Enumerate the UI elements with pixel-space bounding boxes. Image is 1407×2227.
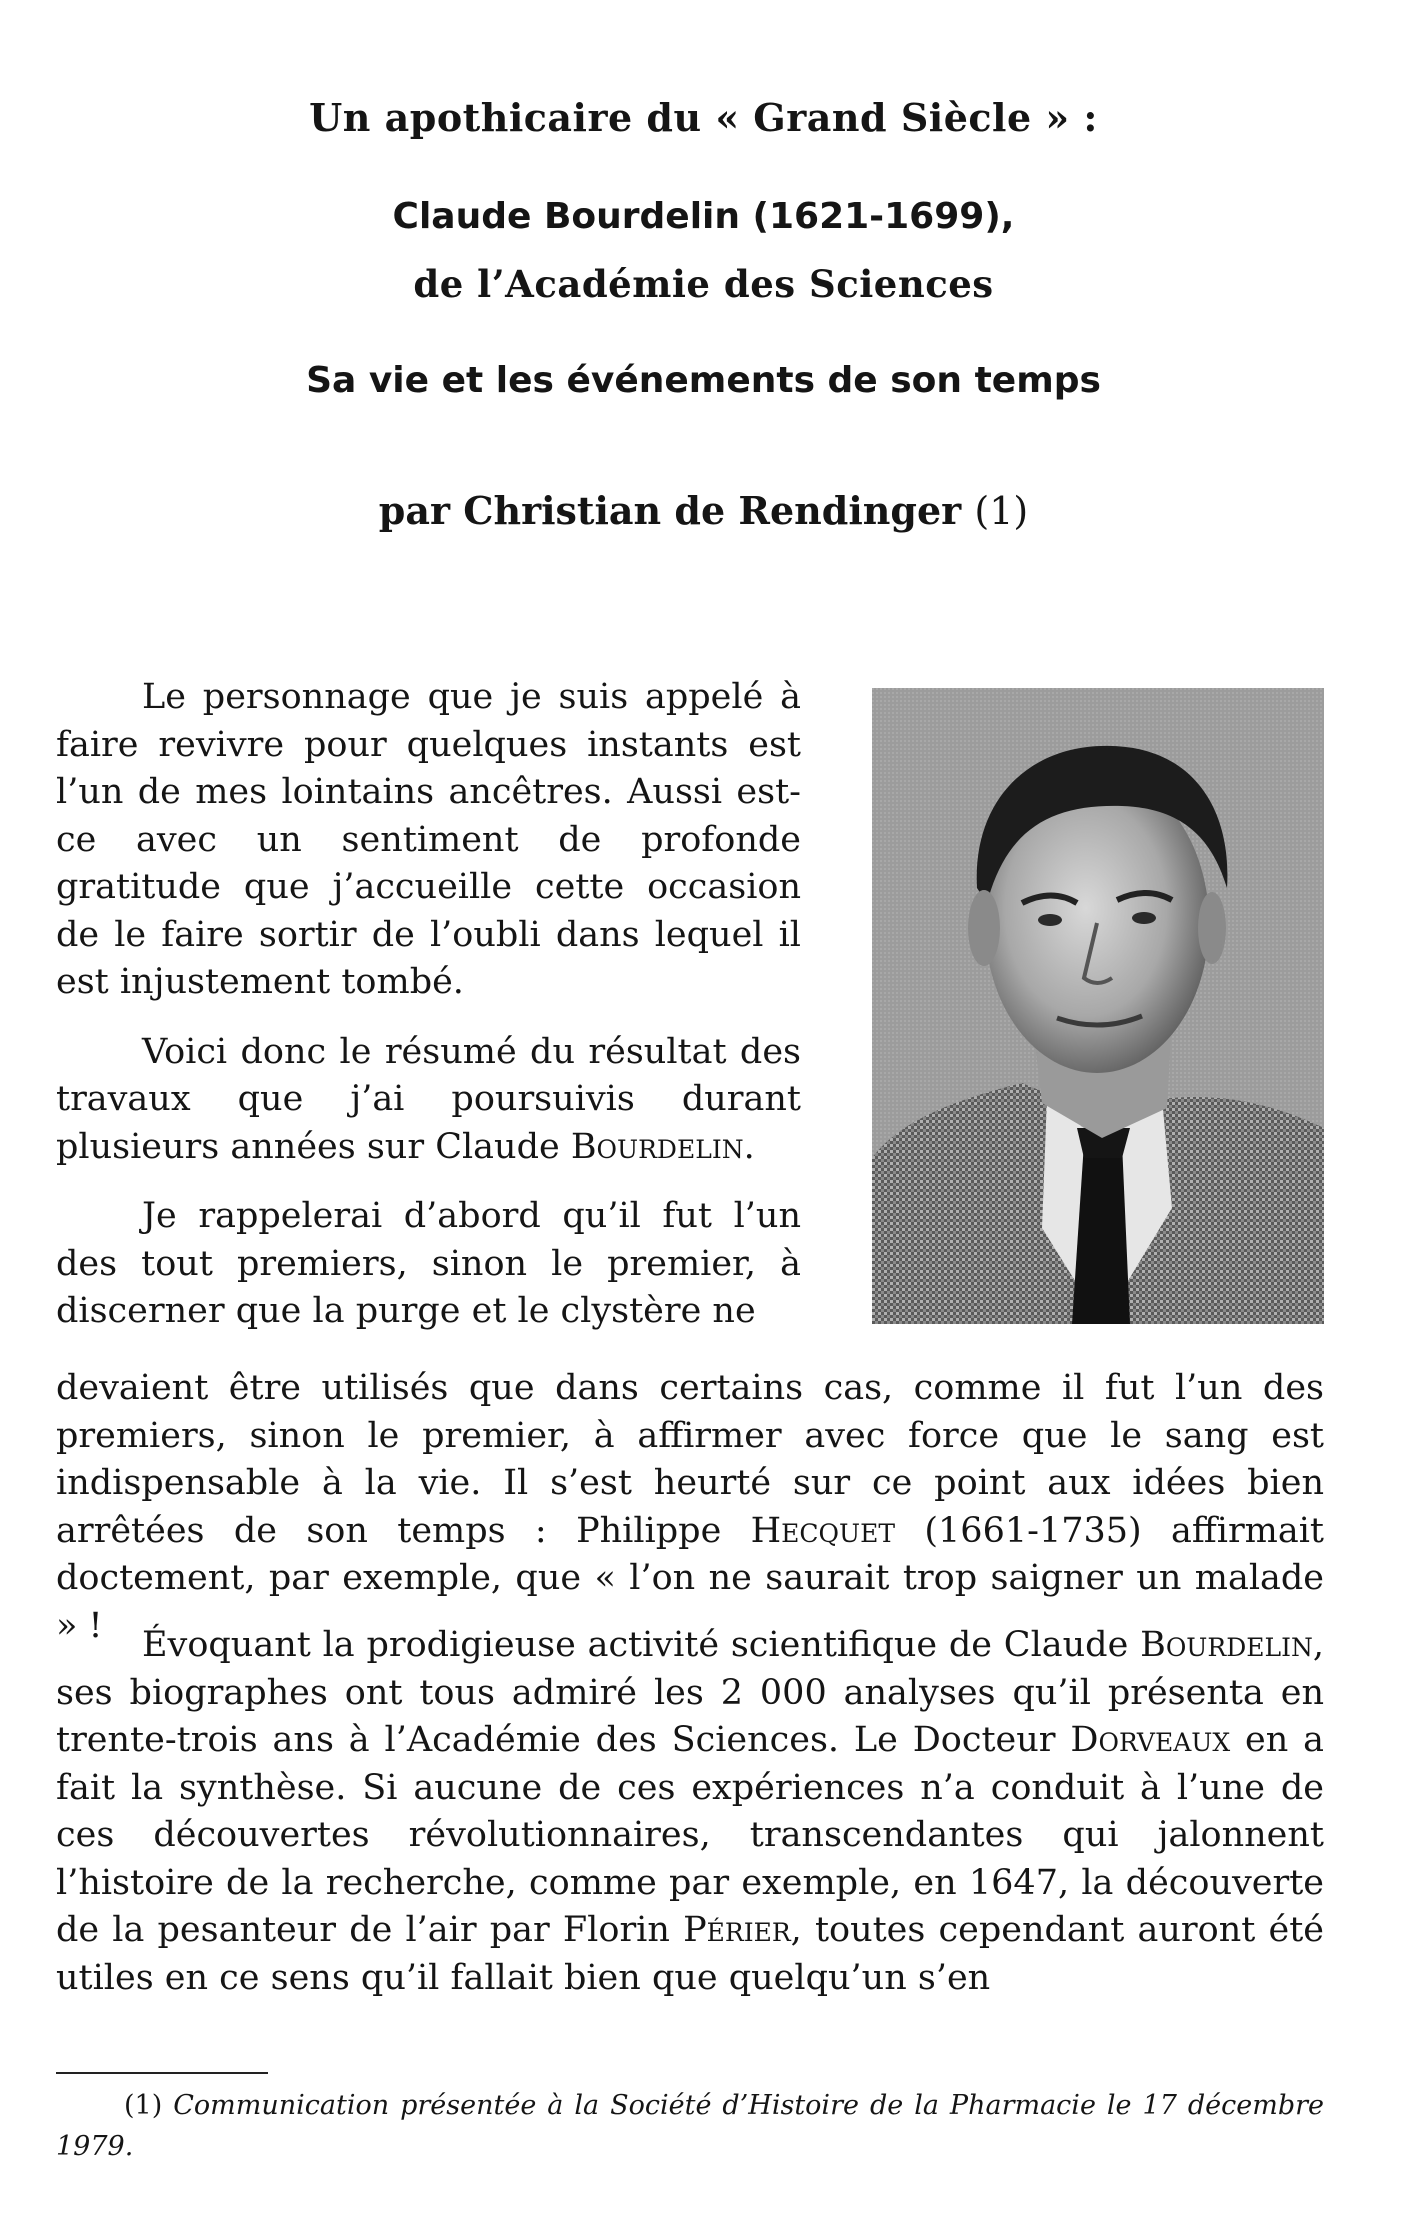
title-line-2: Claude Bourdelin (1621-1699), <box>392 196 1015 237</box>
title-line-3: de l’Académie des Sciences <box>413 262 994 306</box>
paragraph-3-start: Je rappelerai d’abord qu’il fut l’un des tout premiers, sinon le premier, à discerner que la purge et le clystère ne <box>56 1196 801 1331</box>
name-dorveaux: Dorveaux <box>1070 1720 1231 1760</box>
paragraph-2 <box>56 1029 801 1172</box>
footnote-divider <box>56 2072 268 2074</box>
paragraph-4 <box>56 1622 1324 2002</box>
name-hecquet: Hecquet <box>750 1510 896 1551</box>
byline-footnote-ref: (1) <box>974 489 1029 533</box>
paragraph-3-continued <box>56 1365 1324 1650</box>
footnote-number: (1) <box>124 2090 163 2121</box>
author-portrait-photo <box>872 688 1324 1324</box>
paragraph-4-body <box>56 1622 1324 2002</box>
paragraph-4-text-d: , toutes cependant auront été utiles en ce sens qu’il fallait bien que quelqu’un s’en <box>56 1910 1324 1998</box>
paragraph-3-text: devaient être utilisés que dans certains cas, comme il fut l’un des premiers, sinon le premier, à affirmer avec force que le sang est indispensable à la vie. Il s’est heurté sur ce point aux idées bien arrêtées de son temps : Philippe <box>56 1368 1324 1551</box>
paragraph-4-text-c: en a fait la synthèse. Si aucune de ces expériences n’a conduit à l’une de ces découvertes révolutionnaires, transcendantes qui jalonnent l’histoire de la recherche, comme par exemple, en 1647, la découverte de la pesanteur de l’air par Florin <box>56 1720 1324 1950</box>
author-name: par Christian de Rendinger <box>378 488 962 533</box>
paragraph-2-end: . <box>743 1126 755 1167</box>
opening-paragraphs <box>56 674 801 1336</box>
name-bourdelin: Bourdelin <box>570 1126 744 1167</box>
paragraph-1: Le personnage que je suis appelé à faire revivre pour quelques instants est l’un de mes lointains ancêtres. Aussi est-ce avec un sentiment de profonde gratitude que j’accueille cette occasion de le faire sortir de l’oubli dans lequel il est injustement tombé. <box>56 677 801 1002</box>
name-perier: Périer <box>683 1910 791 1950</box>
footnote-text: Communication présentée à la Société d’Histoire de la Pharmacie le 17 décembre 1979. <box>56 2090 1324 2162</box>
paragraph-4-text-a: Évoquant la prodigieuse activité scientifique de Claude <box>142 1625 1141 1665</box>
subtitle: Sa vie et les événements de son temps <box>306 360 1101 401</box>
paragraph-4-text-b: , ses biographes ont tous admiré les 2 000 analyses qu’il présenta en trente-trois ans à l’Académie des Sciences. Le Docteur <box>56 1625 1324 1760</box>
footnote <box>56 2085 1324 2167</box>
byline <box>0 488 1407 533</box>
paragraph-3-end: (1661-1735) affirmait doctement, par exemple, que « l’on ne saurait trop saigner un malade » ! <box>56 1510 1324 1646</box>
name-bourdelin-2: Bourdelin <box>1140 1625 1313 1665</box>
paragraph-3-rest <box>56 1365 1324 1650</box>
paragraph-2-text: Voici donc le résumé du résultat des travaux que j’ai poursuivis durant plusieurs années sur Claude <box>56 1031 801 1167</box>
title-line-1: Un apothicaire du « Grand Siècle » : <box>309 95 1098 140</box>
